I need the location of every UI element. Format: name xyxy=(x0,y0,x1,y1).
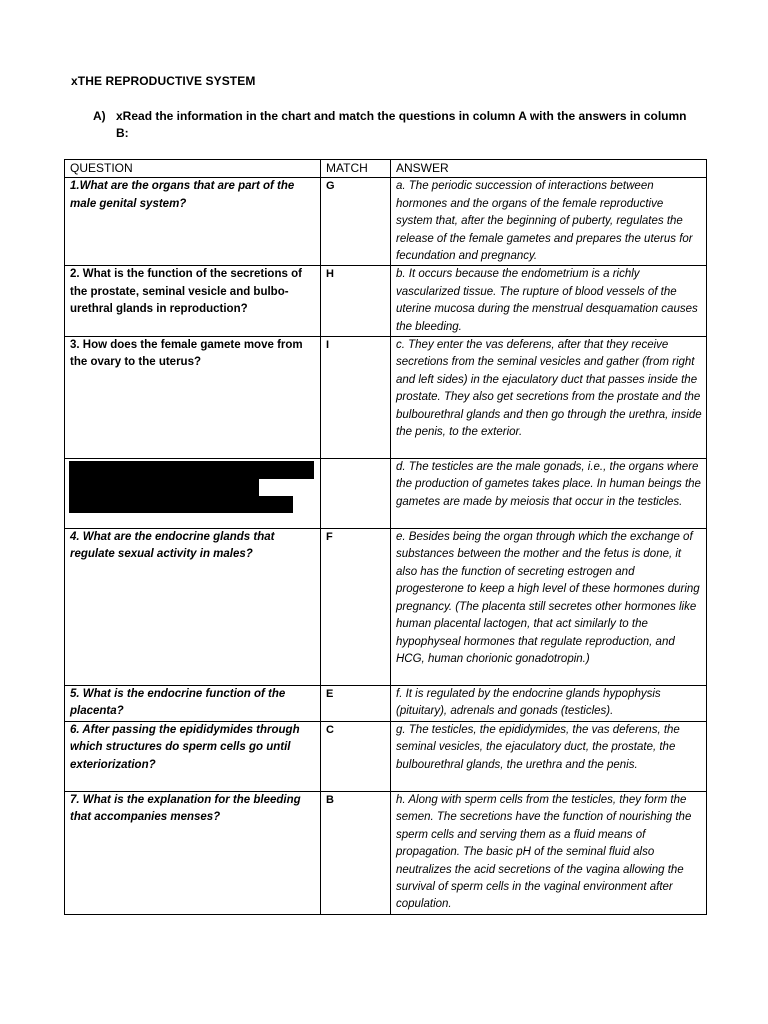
answer-cell: a. The periodic succession of interactions between hormones and the organs of the female reproductive system that, after the beginning of puberty, regulates the release of the female gametes and prepares the uterus for fecundation and pregnancy. xyxy=(391,178,707,266)
question-cell: 3. How does the female gamete move from the ovary to the uterus? xyxy=(65,337,321,459)
instruction-text: xRead the information in the chart and match the questions in column A with the answers in column B: xyxy=(116,109,687,140)
table-row xyxy=(65,178,707,266)
question-cell: 7. What is the explanation for the bleeding that accompanies menses? xyxy=(65,791,321,914)
table-row xyxy=(65,686,707,722)
header-answer: ANSWER xyxy=(391,160,707,178)
match-cell: E xyxy=(321,686,391,722)
question-cell: 1.What are the organs that are part of the male genital system? xyxy=(65,178,321,266)
table-row xyxy=(65,791,707,914)
redaction-bar xyxy=(69,479,259,497)
matching-table xyxy=(64,159,707,915)
match-cell: H xyxy=(321,266,391,337)
redaction-bar xyxy=(69,496,293,513)
match-cell xyxy=(321,459,391,529)
table-row xyxy=(65,529,707,686)
table-row xyxy=(65,266,707,337)
answer-cell: e. Besides being the organ through which the exchange of substances between the mother and the fetus is done, it also has the function of secreting estrogen and progesterone to keep a high level of these hormones during pregnancy. (The placenta still secretes other hormones like human placental lactogen, that act similarly to the hypophyseal hormones that regulate reproduction, and HCG, human chorionic gonadotropin.) xyxy=(391,529,707,686)
document-title: xTHE REPRODUCTIVE SYSTEM xyxy=(71,74,256,88)
header-question: QUESTION xyxy=(65,160,321,178)
table-row xyxy=(65,459,707,529)
answer-cell: f. It is regulated by the endocrine glands hypophysis (pituitary), adrenals and gonads (testicles). xyxy=(391,686,707,722)
redaction-bar xyxy=(69,461,314,479)
instruction xyxy=(93,108,693,142)
question-cell: 4. What are the endocrine glands that regulate sexual activity in males? xyxy=(65,529,321,686)
instruction-marker: A) xyxy=(93,109,106,123)
table-row xyxy=(65,337,707,459)
question-cell: 2. What is the function of the secretions of the prostate, seminal vesicle and bulbo-urethral glands in reproduction? xyxy=(65,266,321,337)
answer-cell: g. The testicles, the epididymides, the vas deferens, the seminal vesicles, the ejaculatory duct, the prostate, the bulbourethral glands, the urethra and the penis. xyxy=(391,721,707,791)
match-cell: F xyxy=(321,529,391,686)
redacted-question-cell xyxy=(65,459,321,529)
question-cell: 6. After passing the epididymides through which structures do sperm cells go until exteriorization? xyxy=(65,721,321,791)
answer-cell: d. The testicles are the male gonads, i.e., the organs where the production of gametes takes place. In human beings the gametes are made by meiosis that occur in the testicles. xyxy=(391,459,707,529)
question-cell: 5. What is the endocrine function of the placenta? xyxy=(65,686,321,722)
table-header-row xyxy=(65,160,707,178)
match-cell: B xyxy=(321,791,391,914)
match-cell: C xyxy=(321,721,391,791)
table-row xyxy=(65,721,707,791)
header-match: MATCH xyxy=(321,160,391,178)
answer-cell: b. It occurs because the endometrium is a richly vascularized tissue. The rupture of blood vessels of the uterine mucosa during the menstrual desquamation causes the bleeding. xyxy=(391,266,707,337)
match-cell: I xyxy=(321,337,391,459)
match-cell: G xyxy=(321,178,391,266)
answer-cell: h. Along with sperm cells from the testicles, they form the semen. The secretions have the function of nourishing the sperm cells and serving them as a fluid means of propagation. The basic pH of the seminal fluid also neutralizes the acid secretions of the vagina allowing the survival of sperm cells in the vaginal environment after copulation. xyxy=(391,791,707,914)
answer-cell: c. They enter the vas deferens, after that they receive secretions from the seminal vesicles and gather (from right and left sides) in the ejaculatory duct that passes inside the prostate. They also get secretions from the prostate and the bulbourethral glands and then go through the urethra, inside the penis, to the exterior. xyxy=(391,337,707,459)
